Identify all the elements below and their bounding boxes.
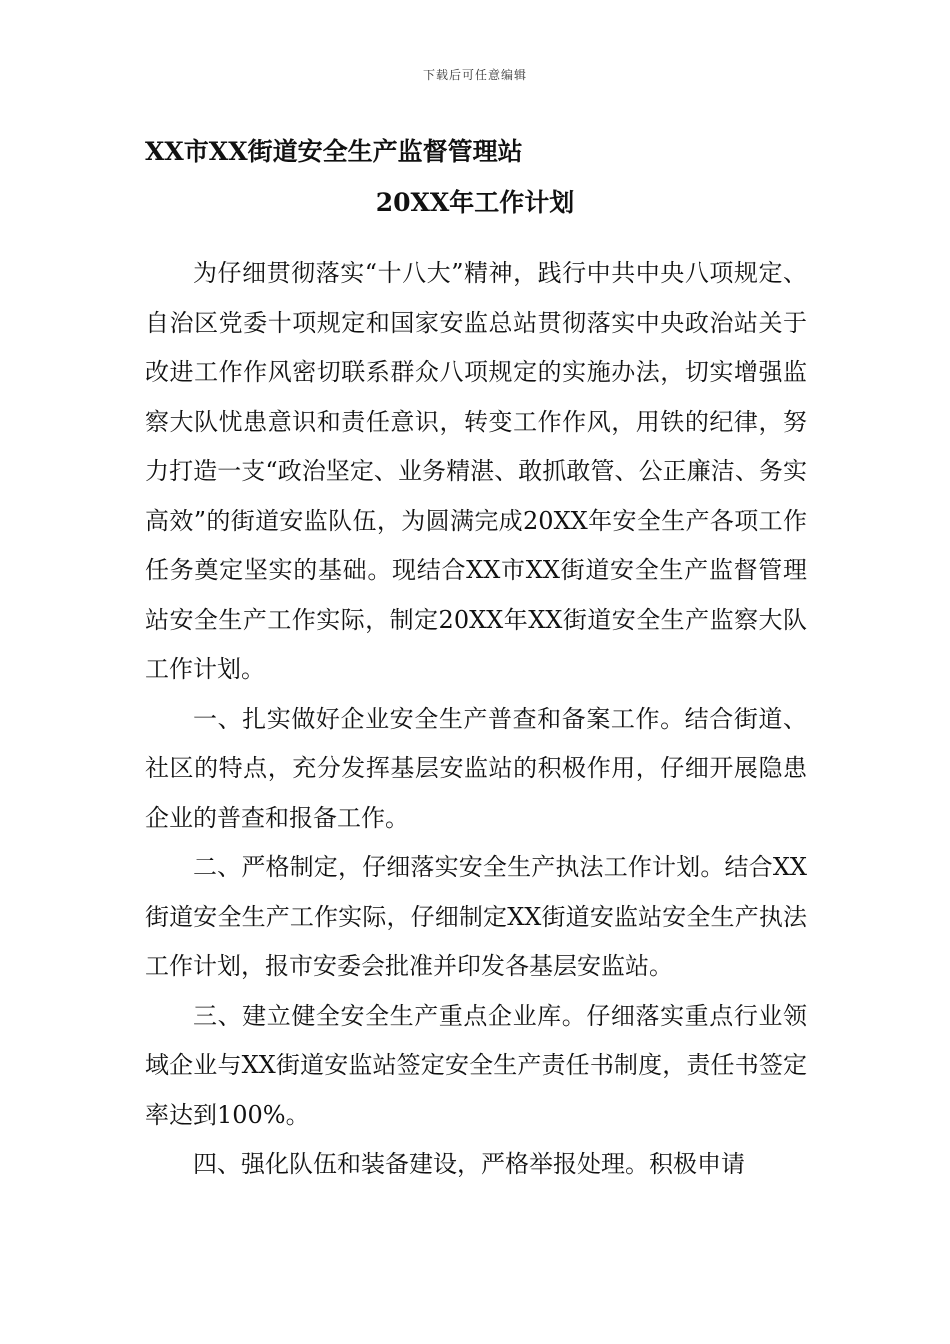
paragraph-intro: 为仔细贯彻落实“十八大”精神，践行中共中央八项规定、自治区党委十项规定和国家安监总站贯彻落实中央政治站关于改进工作作风密切联系群众八项规定的实施办法，切实增强监察大队忧患意识和责任意识，转变工作作风，用铁的纪律，努力打造一支“政治坚定、业务精湛、敢抓敢管、公正廉洁、务实高效”的街道安监队伍，为圆满完成20XX年安全生产各项工作任务奠定坚实的基础。现结合XX市XX街道安全生产监督管理站安全生产工作实际，制定20XX年XX街道安全生产监察大队工作计划。	[145, 259, 807, 683]
paragraph-item-3: 三、建立健全安全生产重点企业库。仔细落实重点行业领域企业与XX街道安监站签定安全生产责任书制度，责任书签定率达到100%。	[145, 1001, 807, 1129]
header-note: 下载后可任意编辑	[422, 68, 527, 82]
document-subtitle: 20XX年工作计划	[375, 188, 575, 217]
paragraph-item-1: 一、扎实做好企业安全生产普查和备案工作。结合街道、社区的特点，充分发挥基层安监站的积极作用，仔细开展隐患企业的普查和报备工作。	[145, 704, 807, 832]
paragraph-item-4: 四、强化队伍和装备建设，严格举报处理。积极申请	[193, 1150, 745, 1178]
paragraph-item-2: 二、严格制定，仔细落实安全生产执法工作计划。结合XX街道安全生产工作实际，仔细制定XX街道安监站安全生产执法工作计划，报市安委会批准并印发各基层安监站。	[145, 853, 807, 980]
document-title: XX市XX街道安全生产监督管理站	[145, 137, 523, 166]
document-body	[145, 249, 807, 1190]
